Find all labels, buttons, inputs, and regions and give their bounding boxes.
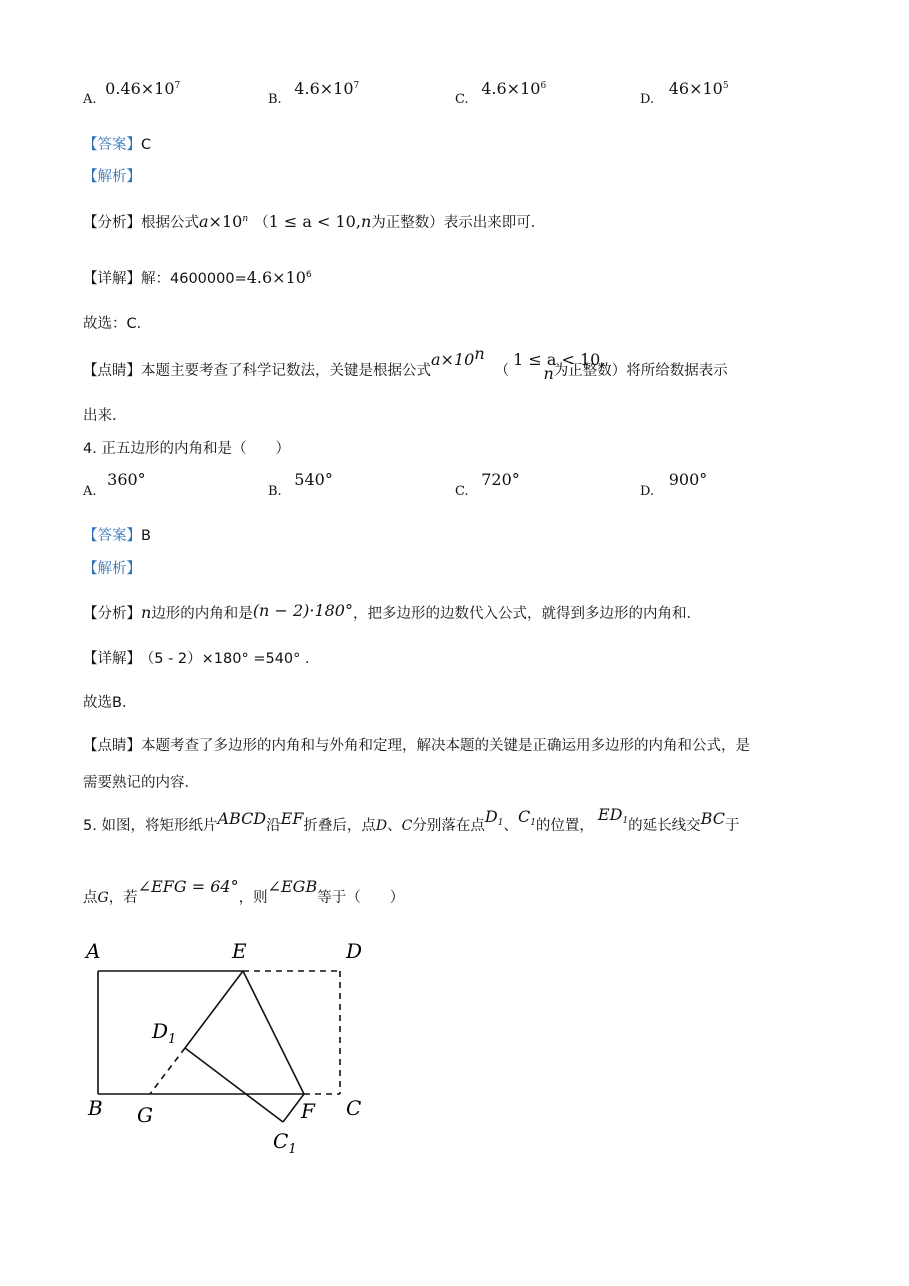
extension-d1g-dashed — [150, 1048, 185, 1094]
q5-fold-figure — [80, 935, 380, 1165]
label-a: A — [86, 939, 101, 963]
q3-option-d[interactable]: D. $46\times 10^5$ — [640, 79, 729, 107]
q5-stem-line2: 点G，若∠EFG = 64°，则∠EGB等于（ ） — [83, 877, 405, 906]
label-b: B — [88, 1096, 103, 1120]
q3-xiangjie: 【详解】解：$4600000=4.6\times 10^6$ — [83, 268, 312, 287]
label-d1: $D_1$ — [152, 1019, 177, 1047]
q4-dianjing: 【点睛】本题考查了多边形的内角和与外角和定理，解决本题的关键是正确运用多边形的内角和公式，是 — [83, 738, 750, 754]
label-c: C — [346, 1096, 362, 1120]
edge-ed1 — [185, 971, 243, 1048]
edge-d1c1 — [185, 1048, 283, 1122]
q4-option-b[interactable]: B. 540° — [268, 470, 333, 499]
q3-answer: 【答案】C — [83, 137, 152, 153]
label-g: G — [137, 1103, 153, 1127]
q4-option-c[interactable]: C. 720° — [455, 470, 520, 499]
q4-dianjing-line2: 需要熟记的内容． — [83, 775, 199, 791]
q4-fenxi: 【分析】n边形的内角和是(n − 2)·180°，把多边形的边数代入公式，就得到多边形的内角和． — [83, 601, 701, 622]
label-d: D — [346, 939, 363, 963]
q3-guxuan: 故选：C． — [83, 316, 152, 332]
q4-option-a[interactable]: A. 360° — [83, 470, 146, 499]
label-e: E — [232, 939, 247, 963]
q3-option-c[interactable]: C. $4.6\times 10^6$ — [455, 79, 547, 107]
q4-option-d[interactable]: D. 900° — [640, 470, 708, 499]
q3-fenxi: 【分析】根据公式$a\times 10^n$ （1 ≤ a < 10,n为正整数）表示出来即可． — [83, 212, 546, 231]
label-c1: $C_1$ — [273, 1129, 297, 1157]
q3-option-a[interactable]: A. $0.46\times 10^7$ — [83, 79, 181, 107]
q3-analysis-tag: 【解析】 — [83, 169, 141, 185]
q3-dianjing: 【点睛】本题主要考查了科学记数法，关键是根据公式$a\times 10^n(1 \le a < 10,n$为正整数）将所给数据表示 — [83, 344, 728, 383]
q4-analysis-tag: 【解析】 — [83, 561, 141, 577]
q4-answer: 【答案】B — [83, 528, 151, 544]
q4-stem: 4. 正五边形的内角和是（ ） — [83, 441, 290, 457]
q5-stem-line1: 5. 如图，将矩形纸片ABCD沿EF折叠后，点D、C分别落在点$D_1$、$C_1$的位置，$ED_1$的延长线交BC于 — [83, 805, 740, 834]
q4-guxuan: 故选B． — [83, 695, 137, 711]
q3-dianjing-line2: 出来． — [83, 408, 127, 424]
label-f: F — [301, 1099, 315, 1123]
q3-option-b[interactable]: B. $4.6\times 10^7$ — [268, 79, 360, 107]
q4-xiangjie: 【详解】 （5 - 2）×180° =540° ． — [83, 651, 320, 667]
fold-line-ef — [243, 971, 304, 1094]
